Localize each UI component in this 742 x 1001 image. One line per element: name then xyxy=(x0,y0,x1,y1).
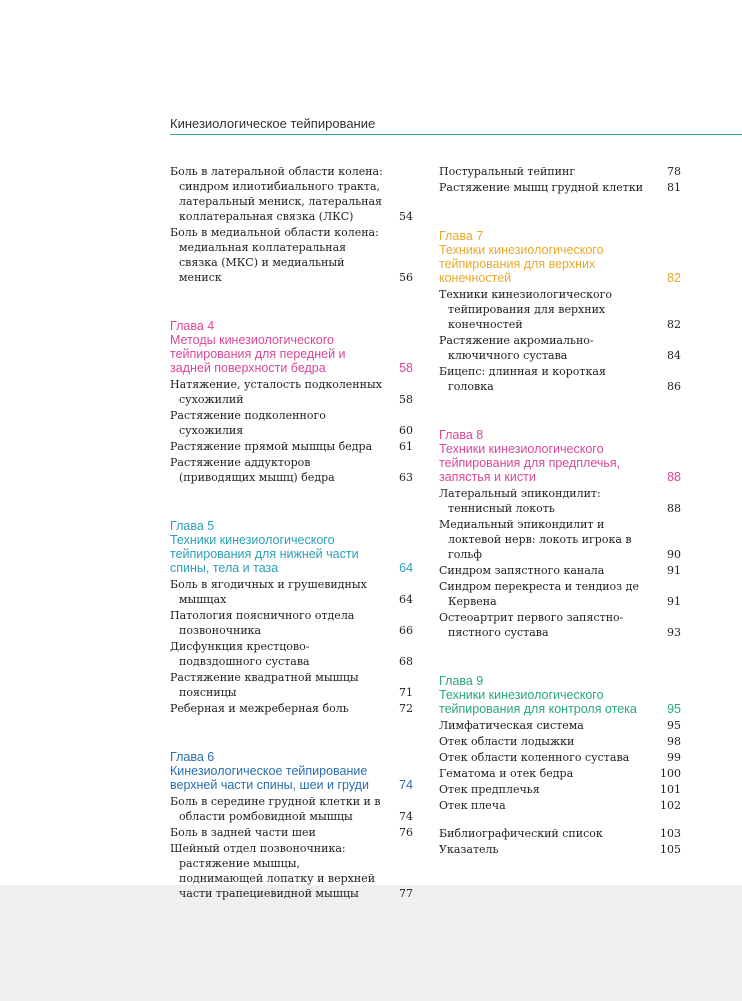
toc-right-column xyxy=(439,164,681,858)
toc-entry-page: 99 xyxy=(667,751,681,764)
toc-entry-page: 101 xyxy=(660,783,681,796)
toc-entry-title: Реберная и межреберная боль xyxy=(170,702,349,715)
toc-entry-title: Дисфункция крестцово-подвздошного сустава xyxy=(170,640,310,668)
toc-entry[interactable] xyxy=(170,639,413,669)
chapter-page-number: 74 xyxy=(399,778,413,792)
toc-entry[interactable] xyxy=(439,517,681,562)
toc-entry[interactable] xyxy=(439,610,681,640)
chapter-page-number: 95 xyxy=(667,702,681,716)
toc-entry[interactable] xyxy=(439,718,681,733)
chapter-6-heading[interactable] xyxy=(170,750,413,792)
toc-entry[interactable] xyxy=(170,670,413,700)
chapter-label: Глава 6 xyxy=(170,750,215,764)
toc-entry-page: 91 xyxy=(667,595,681,608)
toc-entry-title: Растяжение квадратной мышцы поясницы xyxy=(170,671,359,699)
chapter-title: Техники кинезиологического тейпирования для контроля отека xyxy=(439,688,637,716)
toc-entry[interactable] xyxy=(170,225,413,285)
chapter-8-heading[interactable] xyxy=(439,428,681,484)
chapter-label: Глава 5 xyxy=(170,519,215,533)
toc-entry-title: Указатель xyxy=(439,843,499,856)
chapter-label: Глава 9 xyxy=(439,674,484,688)
toc-entry-page: 102 xyxy=(660,799,681,812)
toc-entry-page: 82 xyxy=(667,318,681,331)
chapter-7-heading[interactable] xyxy=(439,229,681,285)
toc-entry-title: Патология поясничного отдела позвоночника xyxy=(170,609,355,637)
toc-entry-title: Отек предплечья xyxy=(439,783,540,796)
toc-entry[interactable] xyxy=(170,164,413,224)
toc-entry-title: Синдром перекреста и тендиоз де Кервена xyxy=(439,580,639,608)
toc-entry-title: Шейный отдел позвоночника: растяжение мышцы, поднимающей лопатку и верхней части трапециевидной мышцы xyxy=(170,842,376,900)
toc-entry-title: Остеоартрит первого запястно-пястного сустава xyxy=(439,611,624,639)
toc-entry-title: Библиографический список xyxy=(439,827,603,840)
toc-list xyxy=(439,164,681,195)
toc-list xyxy=(439,486,681,640)
toc-entry-title: Боль в латеральной области колена: синдром илиотибиального тракта, латеральный мениск, латеральная коллатеральная связка (ЛКС) xyxy=(170,165,383,223)
toc-entry[interactable] xyxy=(170,377,413,407)
toc-list xyxy=(170,164,413,285)
toc-list xyxy=(170,377,413,485)
toc-entry[interactable] xyxy=(170,455,413,485)
toc-entry-page: 76 xyxy=(399,826,413,839)
toc-entry-page: 78 xyxy=(667,165,681,178)
toc-entry[interactable] xyxy=(439,750,681,765)
chapter-label: Глава 7 xyxy=(439,229,484,243)
toc-entry-page: 60 xyxy=(399,424,413,437)
toc-entry[interactable] xyxy=(439,486,681,516)
chapter-title: Кинезиологическое тейпирование верхней части спины, шеи и груди xyxy=(170,764,369,792)
toc-entry-page: 56 xyxy=(399,271,413,284)
toc-entry[interactable] xyxy=(170,577,413,607)
toc-entry-page: 93 xyxy=(667,626,681,639)
toc-entry[interactable] xyxy=(170,408,413,438)
toc-entry-title: Боль в задней части шеи xyxy=(170,826,316,839)
toc-entry-page: 61 xyxy=(399,440,413,453)
toc-entry[interactable] xyxy=(170,825,413,840)
toc-entry-title: Боль в середине грудной клетки и в области ромбовидной мышцы xyxy=(170,795,381,823)
toc-entry-title: Латеральный эпикондилит: теннисный локоть xyxy=(439,487,601,515)
chapter-title: Техники кинезиологического тейпирования для предплечья, запястья и кисти xyxy=(439,442,621,484)
toc-entry[interactable] xyxy=(439,734,681,749)
toc-entry-page: 72 xyxy=(399,702,413,715)
toc-entry-page: 81 xyxy=(667,181,681,194)
toc-entry[interactable] xyxy=(170,794,413,824)
running-head: Кинезиологическое тейпирование xyxy=(170,116,376,131)
chapter-title: Техники кинезиологического тейпирования для нижней части спины, тела и таза xyxy=(170,533,359,575)
toc-entry-title: Натяжение, усталость подколенных сухожилий xyxy=(170,378,382,406)
toc-entry-title: Медиальный эпикондилит и локтевой нерв: локоть игрока в гольф xyxy=(439,518,632,561)
toc-list xyxy=(439,287,681,394)
toc-list xyxy=(439,826,681,857)
chapter-title: Методы кинезиологического тейпирования для передней и задней поверхности бедра xyxy=(170,333,346,375)
chapter-page-number: 58 xyxy=(399,361,413,375)
toc-entry-page: 64 xyxy=(399,593,413,606)
toc-list xyxy=(170,794,413,901)
toc-entry-title: Техники кинезиологического тейпирования для верхних конечностей xyxy=(439,288,612,331)
toc-entry-title: Растяжение мышц грудной клетки xyxy=(439,181,644,194)
chapter-9-heading[interactable] xyxy=(439,674,681,716)
toc-entry-title: Отек области лодыжки xyxy=(439,735,575,748)
toc-entry[interactable] xyxy=(439,782,681,797)
toc-entry-title: Боль в медиальной области колена: медиальная коллатеральная связка (МКС) и медиальный мениск xyxy=(170,226,379,284)
toc-entry[interactable] xyxy=(170,608,413,638)
chapter-page-number: 64 xyxy=(399,561,413,575)
toc-entry-page: 74 xyxy=(399,810,413,823)
toc-entry-page: 77 xyxy=(399,887,413,900)
toc-entry-title: Растяжение акромиально-ключичного сустава xyxy=(439,334,594,362)
toc-entry-page: 63 xyxy=(399,471,413,484)
toc-entry-title: Гематома и отек бедра xyxy=(439,767,574,780)
spacer xyxy=(439,814,681,826)
toc-entry-page: 91 xyxy=(667,564,681,577)
toc-entry-title: Боль в ягодичных и грушевидных мышцах xyxy=(170,578,367,606)
chapter-label: Глава 4 xyxy=(170,319,215,333)
toc-entry-title: Постуральный тейпинг xyxy=(439,165,576,178)
toc-entry[interactable] xyxy=(439,563,681,578)
toc-entry-title: Отек области коленного сустава xyxy=(439,751,630,764)
toc-entry-page: 54 xyxy=(399,210,413,223)
toc-entry[interactable] xyxy=(439,826,681,841)
toc-entry[interactable] xyxy=(439,180,681,195)
toc-entry[interactable] xyxy=(439,333,681,363)
chapter-5-heading[interactable] xyxy=(170,519,413,575)
toc-entry-page: 84 xyxy=(667,349,681,362)
chapter-page-number: 88 xyxy=(667,470,681,484)
toc-entry-page: 98 xyxy=(667,735,681,748)
toc-entry-title: Отек плеча xyxy=(439,799,506,812)
toc-entry-page: 68 xyxy=(399,655,413,668)
toc-entry[interactable] xyxy=(439,766,681,781)
toc-entry[interactable] xyxy=(170,841,413,901)
toc-entry[interactable] xyxy=(439,579,681,609)
toc-entry[interactable] xyxy=(439,164,681,179)
toc-entry-title: Растяжение аддукторов (приводящих мышц) бедра xyxy=(170,456,335,484)
toc-left-column xyxy=(170,164,413,902)
chapter-title: Техники кинезиологического тейпирования для верхних конечностей xyxy=(439,243,604,285)
header-rule xyxy=(170,134,742,135)
toc-entry-page: 58 xyxy=(399,393,413,406)
toc-entry[interactable] xyxy=(170,439,413,454)
toc-entry-title: Бицепс: длинная и короткая головка xyxy=(439,365,606,393)
toc-entry[interactable] xyxy=(439,798,681,813)
toc-entry-page: 90 xyxy=(667,548,681,561)
chapter-4-heading[interactable] xyxy=(170,319,413,375)
toc-entry-page: 71 xyxy=(399,686,413,699)
toc-entry-page: 66 xyxy=(399,624,413,637)
toc-entry-page: 105 xyxy=(660,843,681,856)
toc-entry-page: 95 xyxy=(667,719,681,732)
toc-entry-title: Растяжение подколенного сухожилия xyxy=(170,409,326,437)
toc-list xyxy=(170,577,413,716)
toc-entry[interactable] xyxy=(439,287,681,332)
toc-entry-title: Растяжение прямой мышцы бедра xyxy=(170,440,373,453)
toc-entry-page: 88 xyxy=(667,502,681,515)
chapter-page-number: 82 xyxy=(667,271,681,285)
toc-entry[interactable] xyxy=(439,364,681,394)
toc-entry-title: Лимфатическая система xyxy=(439,719,584,732)
toc-entry-page: 86 xyxy=(667,380,681,393)
toc-entry-page: 103 xyxy=(660,827,681,840)
toc-entry[interactable] xyxy=(439,842,681,857)
toc-list xyxy=(439,718,681,813)
toc-entry[interactable] xyxy=(170,701,413,716)
toc-entry-page: 100 xyxy=(660,767,681,780)
toc-entry-title: Синдром запястного канала xyxy=(439,564,605,577)
chapter-label: Глава 8 xyxy=(439,428,484,442)
